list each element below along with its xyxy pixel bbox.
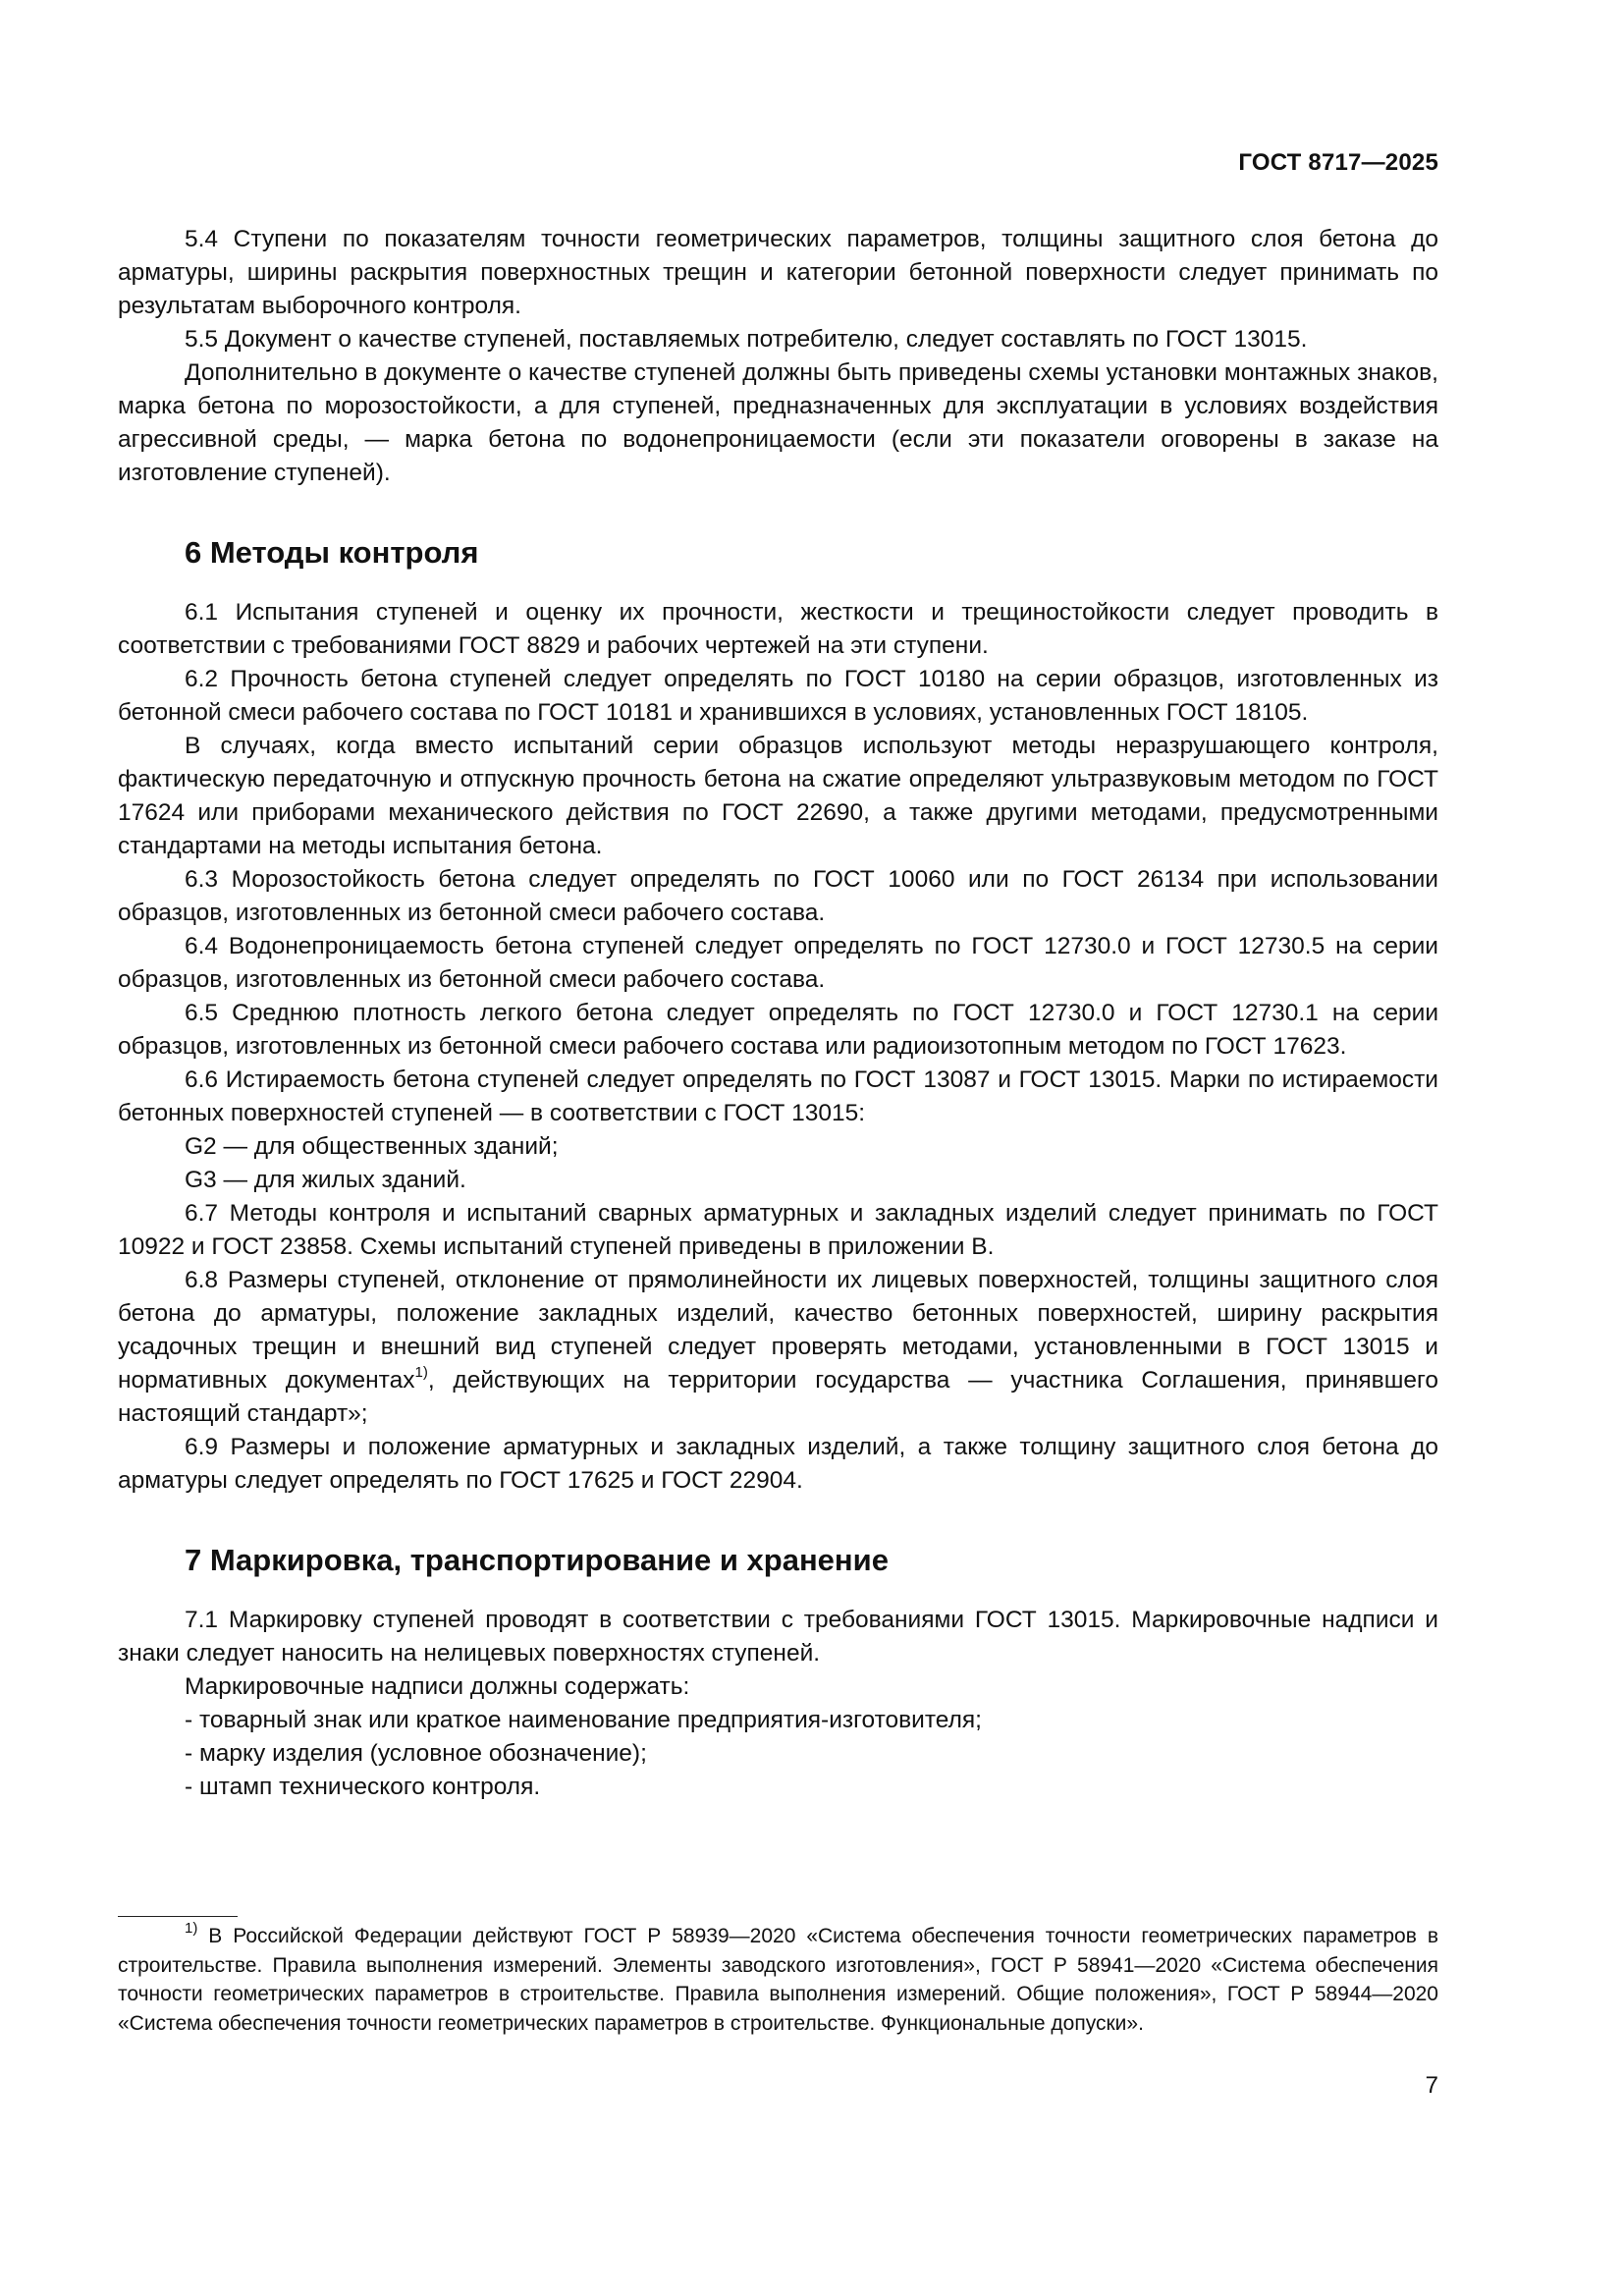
footnote-paragraph	[118, 1922, 1438, 2038]
page-content	[118, 223, 1438, 1804]
list-item: - штамп технического контроля.	[185, 1774, 541, 1800]
paragraph-6-9: 6.9 Размеры и положение арматурных и закладных изделий, а также толщину защитного слоя бетона до арматуры следует определять по ГОСТ 17625 и ГОСТ 22904.	[118, 1434, 1438, 1494]
list-item-g2: G2 — для общественных зданий;	[185, 1133, 559, 1160]
paragraph-7-1: 7.1 Маркировку ступеней проводят в соответствии с требованиями ГОСТ 13015. Маркировочные надписи и знаки следует наносить на нелицевых поверхностях ступеней.	[118, 1607, 1438, 1667]
paragraph-6-3: 6.3 Морозостойкость бетона следует определять по ГОСТ 10060 или по ГОСТ 26134 при использовании образцов, изготовленных из бетонной смеси рабочего состава.	[118, 866, 1438, 926]
paragraph-6-2-cont: В случаях, когда вместо испытаний серии образцов используют методы неразрушающего контроля, фактическую передаточную и отпускную прочность бетона на сжатие определяют ультразвуковым методом по ГОСТ 17624 или приборами механического действия по ГОСТ 22690, а также другими методами, предусмотренными стандартами на методы испытания бетона.	[118, 733, 1438, 859]
paragraph-6-5: 6.5 Среднюю плотность легкого бетона следует определять по ГОСТ 12730.0 и ГОСТ 12730.1 на серии образцов, изготовленных из бетонной смеси рабочего состава или радиоизотопным методом по ГОСТ 17623.	[118, 1000, 1438, 1060]
section-6-heading: 6 Методы контроля	[185, 535, 479, 570]
list-item-g3: G3 — для жилых зданий.	[185, 1167, 466, 1193]
paragraph-5-5-cont: Дополнительно в документе о качестве ступеней должны быть приведены схемы установки монтажных знаков, марка бетона по морозостойкости, а для ступеней, предназначенных для эксплуатации в условиях воздействия агрессивной среды, — марка бетона по водонепроницаемости (если эти показатели оговорены в заказе на изготовление ступеней).	[118, 359, 1438, 486]
footnote-reference[interactable]: 1)	[414, 1363, 428, 1381]
paragraph-6-8-text: 6.8 Размеры ступеней, отклонение от прямолинейности их лицевых поверхностей, толщины защитного слоя бетона до арматуры, положение закладных изделий, качество бетонных поверхностей, ширину раскрытия усадочных трещин и внешний вид ступеней следует проверять методами, установленными в ГОСТ 13015 и нормативных документах	[118, 1267, 1438, 1394]
footnote-mark: 1)	[185, 1920, 198, 1937]
footnote	[118, 1922, 1438, 2038]
paragraph-7-1-cont: Маркировочные надписи должны содержать:	[185, 1673, 690, 1700]
paragraph-5-5: 5.5 Документ о качестве ступеней, поставляемых потребителю, следует составлять по ГОСТ 13015.	[185, 326, 1308, 353]
paragraph-6-2: 6.2 Прочность бетона ступеней следует определять по ГОСТ 10180 на серии образцов, изготовленных из бетонной смеси рабочего состава по ГОСТ 10181 и хранившихся в условиях, установленных ГОСТ 18105.	[118, 666, 1438, 726]
paragraph-5-4: 5.4 Ступени по показателям точности геометрических параметров, толщины защитного слоя бетона до арматуры, ширины раскрытия поверхностных трещин и категории бетонной поверхности следует принимать по результатам выборочного контроля.	[118, 226, 1438, 319]
paragraph-6-6: 6.6 Истираемость бетона ступеней следует определять по ГОСТ 13087 и ГОСТ 13015. Марки по истираемости бетонных поверхностей ступеней — в соответствии с ГОСТ 13015:	[118, 1066, 1438, 1126]
paragraph-6-8	[118, 1264, 1438, 1431]
section-7-heading: 7 Маркировка, транспортирование и хранение	[185, 1543, 889, 1577]
document-id-header: ГОСТ 8717—2025	[1238, 149, 1438, 176]
page-number: 7	[1425, 2072, 1438, 2099]
list-item: - товарный знак или краткое наименование предприятия-изготовителя;	[185, 1707, 982, 1733]
footnote-text: В Российской Федерации действуют ГОСТ Р 58939—2020 «Система обеспечения точности геометрических параметров в строительстве. Правила выполнения измерений. Элементы заводского изготовления», ГОСТ Р 58941—2020 «Система обеспечения точности геометрических параметров в строительстве. Правила выполнения измерений. Общие положения», ГОСТ Р 58944—2020 «Система обеспечения точности геометрических параметров в строительстве. Функциональные допуски».	[118, 1925, 1438, 2035]
paragraph-6-8-text-end: , действующих на территории государства — участника Соглашения, принявшего настоящий стандарт»;	[118, 1367, 1439, 1427]
paragraph-6-1: 6.1 Испытания ступеней и оценку их прочности, жесткости и трещиностойкости следует проводить в соответствии с требованиями ГОСТ 8829 и рабочих чертежей на эти ступени.	[118, 599, 1438, 659]
paragraph-6-4: 6.4 Водонепроницаемость бетона ступеней следует определять по ГОСТ 12730.0 и ГОСТ 12730.5 на серии образцов, изготовленных из бетонной смеси рабочего состава.	[118, 933, 1438, 993]
paragraph-6-7: 6.7 Методы контроля и испытаний сварных арматурных и закладных изделий следует принимать по ГОСТ 10922 и ГОСТ 23858. Схемы испытаний ступеней приведены в приложении В.	[118, 1200, 1438, 1260]
list-item: - марку изделия (условное обозначение);	[185, 1740, 647, 1767]
footnote-divider	[118, 1916, 238, 1917]
